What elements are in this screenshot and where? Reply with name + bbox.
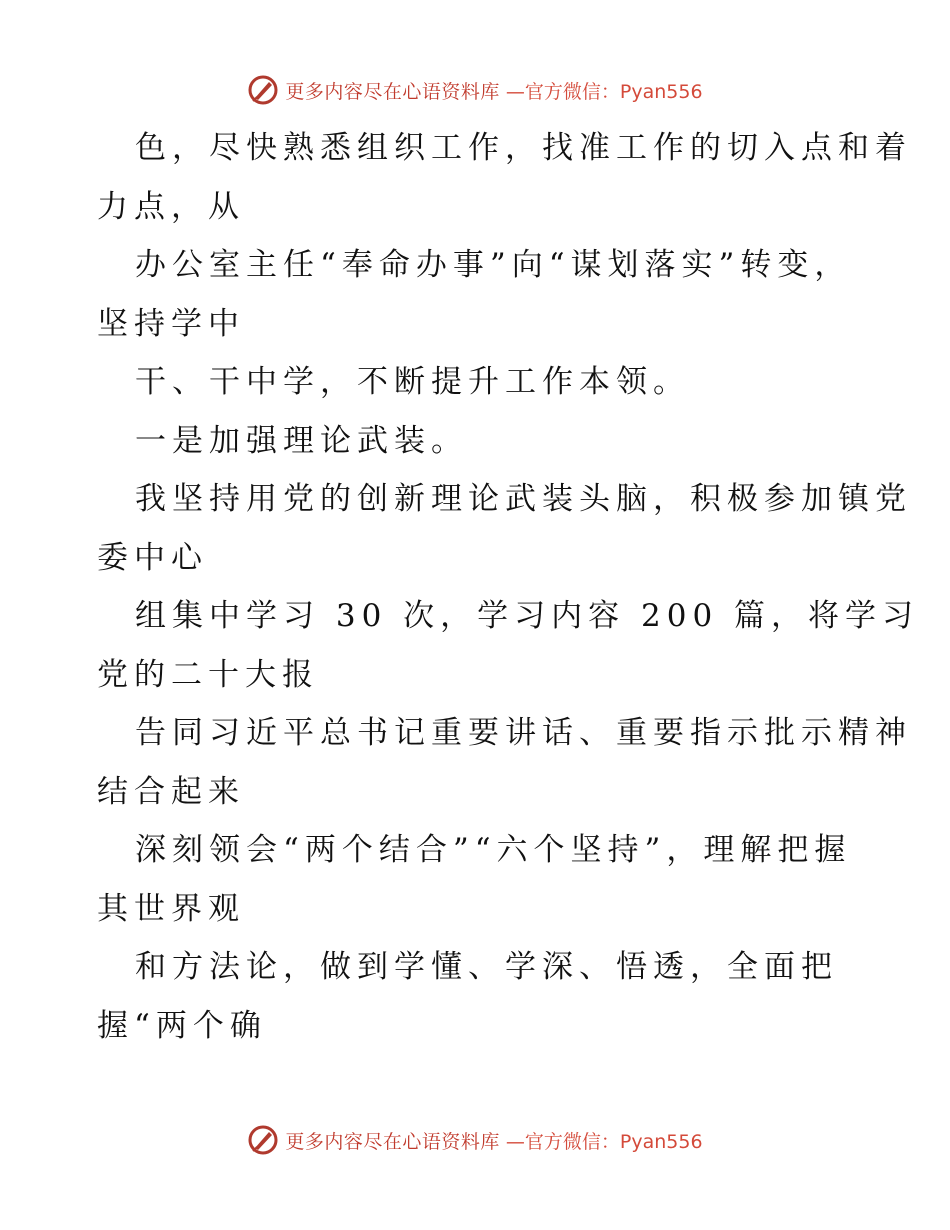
text-line: 深刻领会“两个结合”“六个坚持”，理解把握 (135, 832, 852, 868)
text-line: 办公室主任“奉命办事”向“谋划落实”转变， (135, 247, 852, 283)
footer-watermark-banner (0, 1120, 950, 1160)
text-line: 委中心 (97, 539, 208, 576)
text-line: 告同习近平总书记重要讲话、重要指示批示精神 (135, 715, 912, 751)
text-line: 干、干中学，不断提升工作本领。 (135, 364, 690, 400)
brand-text: 更多内容尽在心语资料库 (285, 80, 500, 103)
text-line: 我坚持用党的创新理论武装头脑，积极参加镇党 (135, 481, 912, 517)
brand-text: 更多内容尽在心语资料库 (285, 1130, 500, 1153)
text-line: 色，尽快熟悉组织工作，找准工作的切入点和着 (135, 130, 912, 166)
text-line: 和方法论，做到学懂、学深、悟透，全面把 (135, 949, 838, 985)
wechat-text: —官方微信：Pyan556 (505, 80, 703, 103)
text-line: 力点，从 (97, 188, 245, 225)
wechat-text: —官方微信：Pyan556 (505, 1130, 703, 1153)
header-watermark-banner (0, 70, 950, 110)
text-line: 党的二十大报 (97, 656, 319, 693)
quill-logo-icon (247, 74, 279, 106)
text-line: 握“两个确 (97, 1007, 267, 1044)
text-line: 一是加强理论武装。 (135, 422, 468, 459)
text-line: 其世界观 (97, 890, 245, 927)
text-line: 组集中学习 30 次，学习内容 200 篇，将学习 (135, 598, 920, 634)
text-line: 坚持学中 (97, 305, 245, 342)
quill-logo-icon (247, 1124, 279, 1156)
text-line: 结合起来 (97, 773, 245, 810)
document-body (97, 119, 920, 1055)
